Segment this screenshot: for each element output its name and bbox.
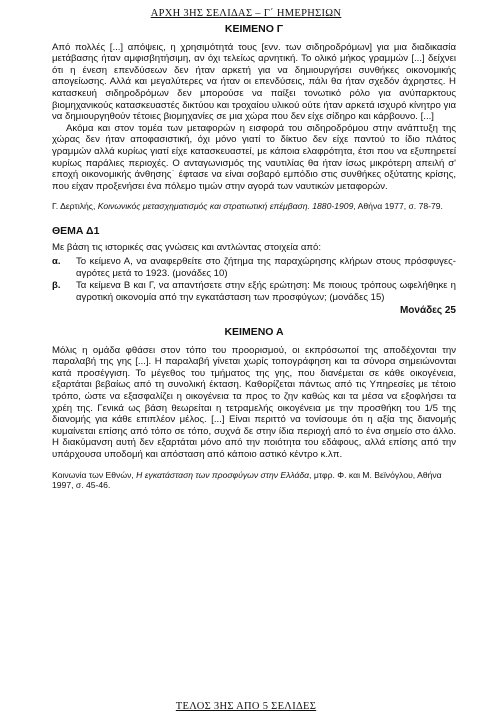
citation-details: , Αθήνα 1977, σ. 78-79.: [353, 201, 443, 212]
question-text: Το κείμενο Α, να αναφερθείτε στο ζήτημα της παραχώρησης κλήρων στους πρόσφυγες-αγρότες μετά το 1923. (μονάδες 10): [76, 256, 456, 279]
theme-intro: Με βάση τις ιστορικές σας γνώσεις και αντλώντας στοιχεία από:: [52, 241, 322, 253]
text-c-paragraph-2: Ακόμα και στον τομέα των μεταφορών η εισφορά του σιδηροδρόμου στην ανάπτυξη της χώρας δεν ήταν αποφασιστική, όχι μόνο γιατί το δίκτυο δεν είχε παντού το ίδιο πλάτος γραμμών αλλά κυρίως γιατί είχε κατασκευαστεί, με κάποια ελαφρότητα, έτσι που να εξυπηρετεί κυρίως παράλιες περιοχές. Ο ανταγωνισμός της ναυτιλίας θα ήταν ίσως μικρότερη απειλή σ' εποχή οικονομικής άνθησης˙ έφτασε να είναι σοβαρό εμπόδιο στις συνθήκες οξύτατης κρίσης, που είχαν προξενήσει ένα πόλεμο τιμών στην αγορά των ναυτικών μεταφορών.: [52, 122, 456, 192]
citation-title: Κοινωνικός μετασχηματισμός και στρατιωτική επέμβαση. 1880-1909: [97, 201, 354, 212]
text-c-paragraph-1: Από πολλές [...] απόψεις, η χρησιμότητά τους [ενν. των σιδηροδρόμων] για μια διαδικασία μετάβασης ήταν αμφισβητήσιμη, αν όχι τελείως αρνητική. Το ολικό μήκος γραμμών [...] δείχνει ότι η ένεση επενδύσεων δεν ήταν αρκετή για να δημιουργήσει συνθήκες οικονομικής απογείωσης. Αλλά και μεγαλύτερες να ήταν οι επενδύσεις, πάλι θα ήταν σχεδόν άχρηστες. Η κατασκευή σιδηροδρόμων δεν μπορούσε να παίξει τονωτικό ρόλο για ανύπαρκτους βιομηχανικούς κατασκευαστές δικτύου και τροχαίου υλικού ούτε ήταν αρκετά ισχυρό κίνητρο για να δημιουργηθούν τέτοιες βιομηχανίες σε μια χώρα που δεν είχε σίδηρο και κάρβουνο. [...]: [52, 41, 456, 123]
citation-author: Γ. Δερτιλής,: [52, 201, 96, 212]
question-letter: α.: [52, 256, 61, 268]
question-row: [52, 256, 456, 279]
citation-title: Η εγκατάσταση των προσφύγων στην Ελλάδα: [136, 469, 310, 480]
page-footer: ΤΕΛΟΣ 3ΗΣ ΑΠΟ 5 ΣΕΛΙΔΕΣ: [175, 701, 317, 712]
theme-title: ΘΕΜΑ Δ1: [52, 224, 100, 237]
text-a-citation: [52, 470, 456, 491]
text-a-paragraph: Μόλις η ομάδα φθάσει στον τόπο του προορισμού, οι εκπρόσωποί της αποδέχονται την παραλαβή της γης [...]. Η παραλαβή γίνεται χωρίς τοπογράφηση και τα σύνορα σημειώνονται κατά προσέγγιση. Το μέγεθος του τμήματος της γης, που διανέμεται σε κάθε οικογένεια, εξαρτάται βεβαίως από τη συνολική έκταση. Καθορίζεται πάντως από τις Υπηρεσίες με τέτοιο τρόπο, ώστε να εξασφαλίζει η οικογένεια τα προς το ζην καθώς και τα μέσα να εξοφλήσει τα χρέη της. Γενικά ως βάση θεωρείται η τετραμελής οικογένεια με την προσθήκη του 1/5 της διανομής για κάθε επιπλέον μέλος. [...] Είναι περιττό να τονίσουμε ότι η αξία της διανομής κυμαίνεται επίσης από τόπο σε τόπο, συχνά δε στην ίδια περιοχή από το ένα σημείο στο άλλο. Η διακύμανση αυτή δεν εξαρτάται μόνο από την ποιότητα του εδάφους, αλλά επίσης από την υπάρχουσα υποδομή και απόσταση από κάποιο αστικό κέντρο κ.λπ.: [52, 344, 456, 460]
page-header: ΑΡΧΗ 3ΗΣ ΣΕΛΙΔΑΣ – Γ΄ ΗΜΕΡΗΣΙΩΝ: [150, 8, 342, 19]
question-text: Τα κείμενα Β και Γ, να απαντήσετε στην εξής ερώτηση: Με ποιους τρόπους ωφελήθηκε η αγροτική οικονομία από την εγκατάσταση των προσφύγων; (μονάδες 15): [76, 280, 456, 303]
question-letter: β.: [52, 280, 61, 292]
theme-marks: Μονάδες 25: [399, 305, 456, 317]
text-c-citation: [52, 201, 456, 212]
text-a-title: ΚΕΙΜΕΝΟ Α: [224, 326, 284, 339]
citation-details: , μτφρ. Φ. και Μ. Βεϊνόγλου, Αθήνα 1997, σ. 45-46.: [52, 469, 442, 491]
question-row: [52, 280, 456, 303]
text-c-title: ΚΕΙΜΕΝΟ Γ: [224, 23, 284, 35]
citation-author: Κοινωνία των Εθνών,: [52, 469, 134, 480]
page-content: [52, 22, 456, 491]
